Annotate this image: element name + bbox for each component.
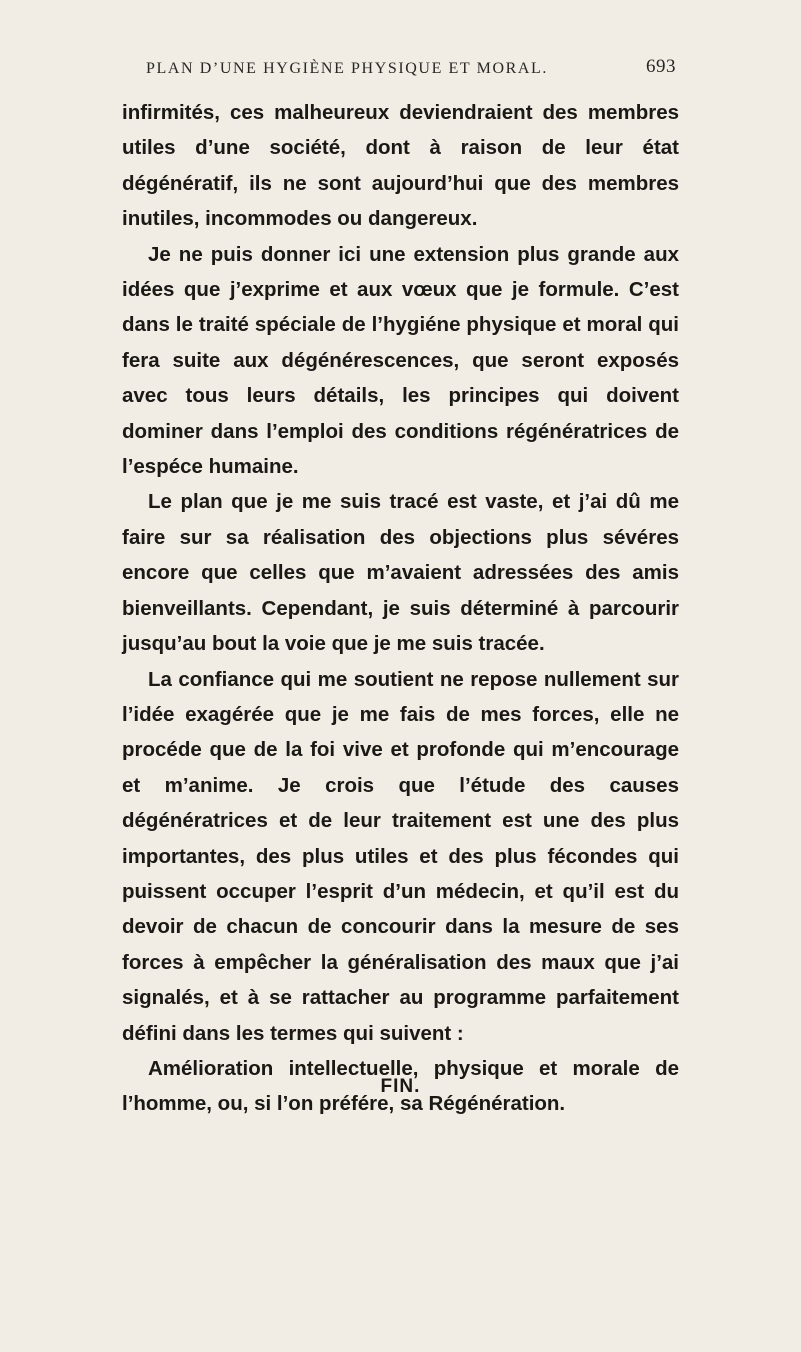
paragraph-conclusion: Amélioration intellectuelle, physique et morale de l’homme, ou, si l’on préfére, sa Régénération. <box>122 1056 679 1116</box>
paragraph: Le plan que je me suis tracé est vaste, et j’ai dû me faire sur sa réalisation des objections plus sévéres encore que celles que m’avaient adressées des amis bienveillants. Cependant, je suis déterminé à parcourir jusqu’au bout la voie que je me suis tracée. <box>122 490 679 656</box>
page-number: 693 <box>646 56 676 77</box>
paragraph-continuation: infirmités, ces malheureux deviendraient des membres utiles d’une société, dont à raison de leur état dégénératif, ils ne sont aujourd’hui que des membres inutiles, incommodes ou dangereux. <box>122 101 679 231</box>
paragraph: La confiance qui me soutient ne repose nullement sur l’idée exagérée que je me fais de mes forces, elle ne procéde que de la foi vive et profonde qui m’encourage et m’anime. Je crois que l’étude des causes dégénératrices et de leur traitement est une des plus importantes, des plus utiles et des plus fécondes qui puissent occuper l’esprit d’un médecin, et qu’il est du devoir de chacun de concourir dans la mesure de ses forces à empêcher la généralisation des maux que j’ai signalés, et à se rattacher au programme parfaitement défini dans les termes qui suivent : <box>122 667 679 1045</box>
body-text <box>122 95 679 1122</box>
running-head <box>146 58 676 78</box>
paragraph: Je ne puis donner ici une extension plus grande aux idées que j’exprime et aux vœux que je formule. C’est dans le traité spéciale de l’hygiéne physique et moral qui fera suite aux dégénérescences, que seront exposés avec tous leurs détails, les principes qui doivent dominer dans l’emploi des conditions régénératrices de l’espéce humaine. <box>122 242 679 479</box>
end-marker: FIN. <box>380 1076 421 1097</box>
running-title: PLAN D’UNE HYGIÈNE PHYSIQUE ET MORAL. <box>146 60 548 77</box>
